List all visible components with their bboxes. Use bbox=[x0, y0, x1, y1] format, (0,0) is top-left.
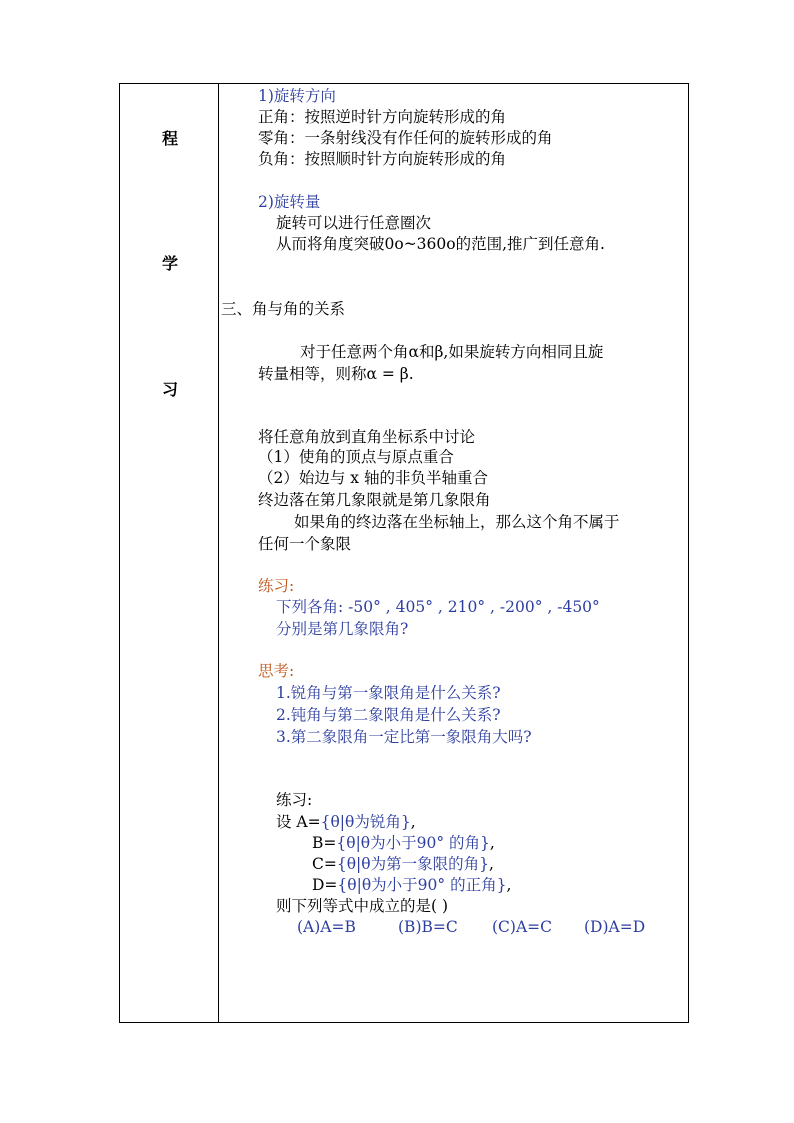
set-d-prefix: D= bbox=[312, 876, 338, 894]
set-b-prefix: B= bbox=[312, 834, 337, 852]
sidebar-char-xue: 学 bbox=[161, 254, 178, 273]
relation-heading: 三、角与角的关系 bbox=[221, 300, 346, 318]
relation-para-line1: 对于任意两个角α和β,如果旋转方向相同且旋 bbox=[300, 343, 604, 361]
set-a-prefix: 设 A= bbox=[276, 813, 321, 831]
set-c-prefix: C= bbox=[312, 855, 337, 873]
set-b-comma: , bbox=[489, 834, 495, 852]
exercise1-question-line1: 下列各角: -50° , 405° , 210° , -200° , -450° bbox=[276, 598, 600, 616]
coordinate-item2: （2）始边与 x 轴的非负半轴重合 bbox=[258, 469, 488, 487]
relation-para-line2: 转量相等，则称α = β. bbox=[258, 365, 414, 383]
thinking-q2: 2.钝角与第二象限角是什么关系? bbox=[276, 706, 501, 724]
option-a: (A)A=B bbox=[297, 918, 356, 936]
set-c-comma: , bbox=[488, 855, 494, 873]
set-a-def: {θ|θ为锐角} bbox=[320, 813, 411, 831]
rotation-amount-line1: 旋转可以进行任意圈次 bbox=[276, 214, 432, 232]
set-c-line bbox=[312, 854, 494, 874]
exercise2-question: 则下列等式中成立的是( ) bbox=[276, 897, 449, 915]
axis-angle-line2: 任何一个象限 bbox=[258, 535, 352, 553]
thinking-heading: 思考: bbox=[258, 662, 295, 680]
set-a-comma: , bbox=[410, 813, 416, 831]
rotation-direction-heading: 1)旋转方向 bbox=[258, 87, 336, 105]
set-d-line bbox=[312, 875, 511, 895]
coordinate-item1: （1）使角的顶点与原点重合 bbox=[258, 448, 454, 466]
thinking-q3: 3.第二象限角一定比第一象限角大吗? bbox=[276, 728, 532, 746]
set-c-def: {θ|θ为第一象限的角} bbox=[336, 855, 489, 873]
quadrant-angle-def: 终边落在第几象限就是第几象限角 bbox=[258, 491, 491, 509]
option-d: (D)A=D bbox=[584, 918, 646, 936]
rotation-amount-heading: 2)旋转量 bbox=[258, 193, 321, 211]
column-divider bbox=[218, 83, 219, 1023]
positive-angle-def: 正角：按照逆时针方向旋转形成的角 bbox=[258, 108, 507, 126]
set-d-comma: , bbox=[506, 876, 512, 894]
exercise1-heading: 练习: bbox=[258, 577, 295, 595]
set-b-def: {θ|θ为小于90° 的角} bbox=[336, 834, 490, 852]
zero-angle-def: 零角：一条射线没有作任何的旋转形成的角 bbox=[258, 129, 553, 147]
option-c: (C)A=C bbox=[492, 918, 552, 936]
exercise1-question-line2: 分别是第几象限角? bbox=[276, 620, 409, 638]
sidebar-char-xi: 习 bbox=[161, 380, 178, 399]
set-d-def: {θ|θ为小于90° 的正角} bbox=[337, 876, 507, 894]
exercise2-heading: 练习: bbox=[276, 791, 313, 809]
sidebar-char-cheng: 程 bbox=[161, 129, 178, 148]
rotation-amount-line2: 从而将角度突破0o~360o的范围,推广到任意角. bbox=[276, 235, 605, 253]
negative-angle-def: 负角：按照顺时针方向旋转形成的角 bbox=[258, 150, 507, 168]
set-b-line bbox=[312, 833, 495, 853]
axis-angle-line1: 如果角的终边落在坐标轴上，那么这个角不属于 bbox=[294, 513, 620, 531]
set-a-line bbox=[276, 812, 416, 832]
coordinate-intro: 将任意角放到直角坐标系中讨论 bbox=[258, 428, 476, 446]
option-b: (B)B=C bbox=[398, 918, 458, 936]
thinking-q1: 1.锐角与第一象限角是什么关系? bbox=[276, 684, 501, 702]
